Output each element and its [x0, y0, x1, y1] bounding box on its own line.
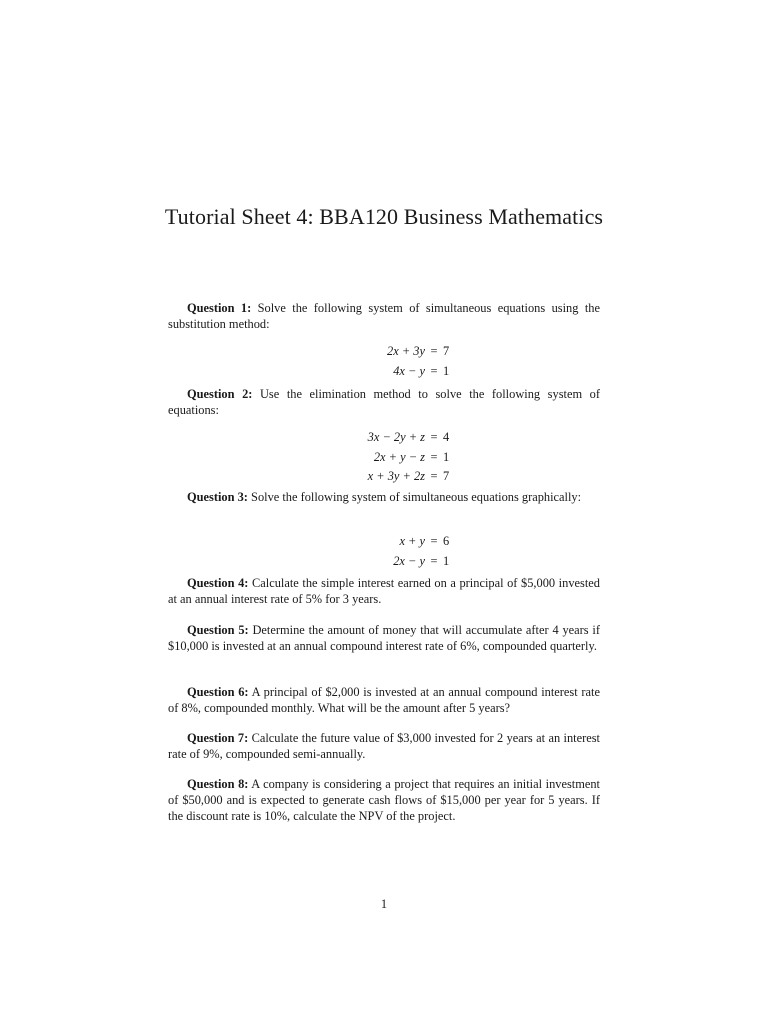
equation-rhs: 7	[443, 469, 450, 483]
question-8	[168, 776, 600, 824]
question-2-text: Use the elimination method to solve the following system of equations:	[168, 387, 600, 417]
question-3-equations	[0, 532, 768, 571]
equation-rhs: 1	[443, 363, 450, 378]
question-6	[168, 684, 600, 716]
equals-sign: =	[430, 553, 438, 568]
question-4-label: Question 4:	[187, 576, 249, 590]
question-7	[168, 730, 600, 762]
question-6-label: Question 6:	[187, 685, 249, 699]
question-7-label: Question 7:	[187, 731, 249, 745]
question-2-label: Question 2:	[187, 387, 253, 401]
question-5	[168, 622, 600, 654]
equation-lhs: 4x − y	[393, 363, 425, 378]
question-3-label: Question 3:	[187, 490, 248, 504]
question-4	[168, 575, 600, 607]
question-1-label: Question 1:	[187, 301, 252, 315]
question-6-text: A principal of $2,000 is invested at an annual compound interest rate of 8%, compounded monthly. What will be the amount after 5 years?	[168, 685, 601, 715]
equation-line	[0, 448, 768, 468]
equation-rhs: 4	[443, 430, 450, 444]
question-5-label: Question 5:	[187, 623, 249, 637]
question-7-text: Calculate the future value of $3,000 invested for 2 years at an interest rate of 9%, compounded semi-annually.	[168, 731, 600, 761]
equals-sign: =	[430, 430, 438, 444]
equals-sign: =	[430, 344, 438, 358]
equation-lhs: 2x − y	[393, 553, 425, 568]
question-1-text: Solve the following system of simultaneous equations using the substitution method:	[168, 301, 600, 331]
question-4-text: Calculate the simple interest earned on a principal of $5,000 invested at an annual interest rate of 5% for 3 years.	[168, 576, 600, 606]
equation-rhs: 1	[443, 449, 450, 464]
question-1	[168, 300, 600, 332]
question-2-equations	[0, 428, 768, 487]
equals-sign: =	[430, 449, 438, 464]
equation-line	[0, 467, 768, 487]
equals-sign: =	[430, 363, 438, 378]
equation-lhs: 3x − 2y + z	[367, 430, 425, 444]
document-title: Tutorial Sheet 4: BBA120 Business Mathematics	[164, 204, 604, 229]
question-8-label: Question 8:	[187, 777, 249, 791]
page-number: 1	[380, 897, 388, 911]
question-3	[168, 489, 600, 505]
equation-rhs: 6	[443, 534, 450, 548]
equals-sign: =	[430, 469, 438, 483]
equation-rhs: 7	[443, 344, 450, 358]
question-1-equations	[0, 342, 768, 381]
question-5-text: Determine the amount of money that will accumulate after 4 years if $10,000 is invested at an annual compound interest rate of 6%, compounded quarterly.	[168, 623, 600, 653]
equation-lhs: x + y	[399, 534, 425, 548]
equation-lhs: x + 3y + 2z	[367, 469, 425, 483]
equation-line	[0, 342, 768, 362]
equation-lhs: 2x + 3y	[387, 344, 425, 358]
equals-sign: =	[430, 534, 438, 548]
equation-line	[0, 428, 768, 448]
equation-line	[0, 552, 768, 572]
equation-line	[0, 362, 768, 382]
question-2	[168, 386, 600, 418]
equation-lhs: 2x + y − z	[373, 449, 425, 464]
equation-line	[0, 532, 768, 552]
equation-rhs: 1	[443, 553, 450, 568]
question-8-text: A company is considering a project that requires an initial investment of $50,000 and is expected to generate cash flows of $15,000 per year for 5 years. If the discount rate is 10%, calculate the NPV of the project.	[168, 777, 600, 823]
question-3-text: Solve the following system of simultaneous equations graphically:	[251, 490, 582, 504]
